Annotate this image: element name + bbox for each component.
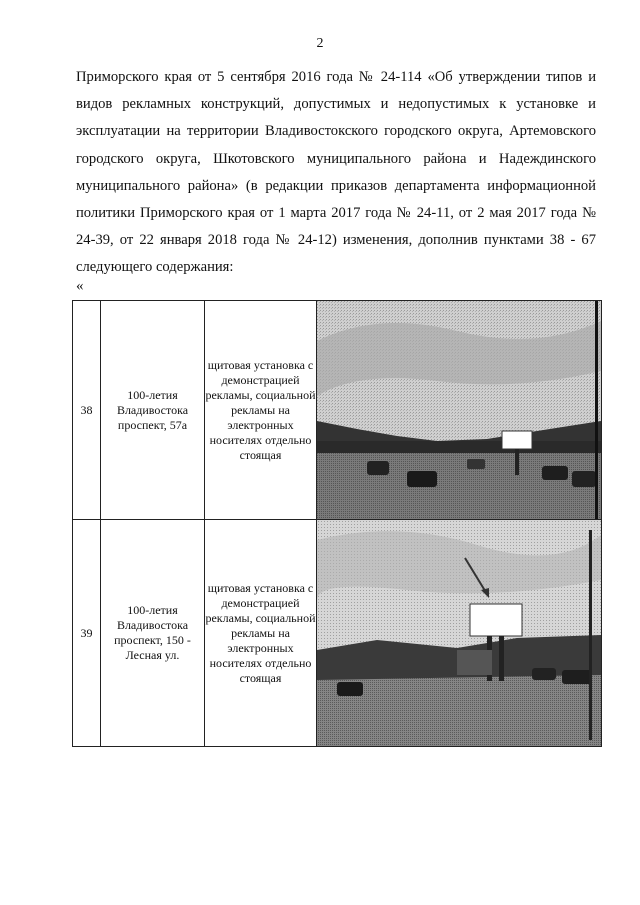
advertising-structures-table [72,300,602,747]
row-structure-type: щитовая установка с демонстрацией рекламы, социальной рекламы на электронных носителях отдельно стоящая [205,520,317,747]
row-address: 100-летия Владивостока проспект, 57а [101,301,205,520]
row-photo-cell [317,301,602,520]
street-photo-image [317,301,601,519]
street-photo-image [317,520,601,746]
table-row [73,520,602,747]
page-number: 2 [316,36,324,51]
table-row [73,301,602,520]
street-photo [317,520,601,746]
row-number: 39 [73,520,101,747]
opening-quote: « [76,278,84,294]
row-photo-cell [317,520,602,747]
row-number: 38 [73,301,101,520]
street-photo [317,301,601,519]
row-address: 100-летия Владивостока проспект, 150 - Лесная ул. [101,520,205,747]
row-structure-type: щитовая установка с демонстрацией рекламы, социальной рекламы на электронных носителях отдельно стоящая [205,301,317,520]
body-paragraph: Приморского края от 5 сентября 2016 года № 24-114 «Об утверждении типов и видов рекламных конструкций, допустимых и недопустимых к установке и эксплуатации на территории Владивостокского городского округа, Артемовского городского округа, Шкотовского муниципального района и Надеждинского муниципального района» (в редакции приказов департамента информационной политики Приморского края от 1 марта 2017 года № 24-11, от 2 мая 2017 года № 24-39, от 22 января 2018 года № 24-12) изменения, дополнив пунктами 38 - 67 следующего содержания: [76,69,596,276]
